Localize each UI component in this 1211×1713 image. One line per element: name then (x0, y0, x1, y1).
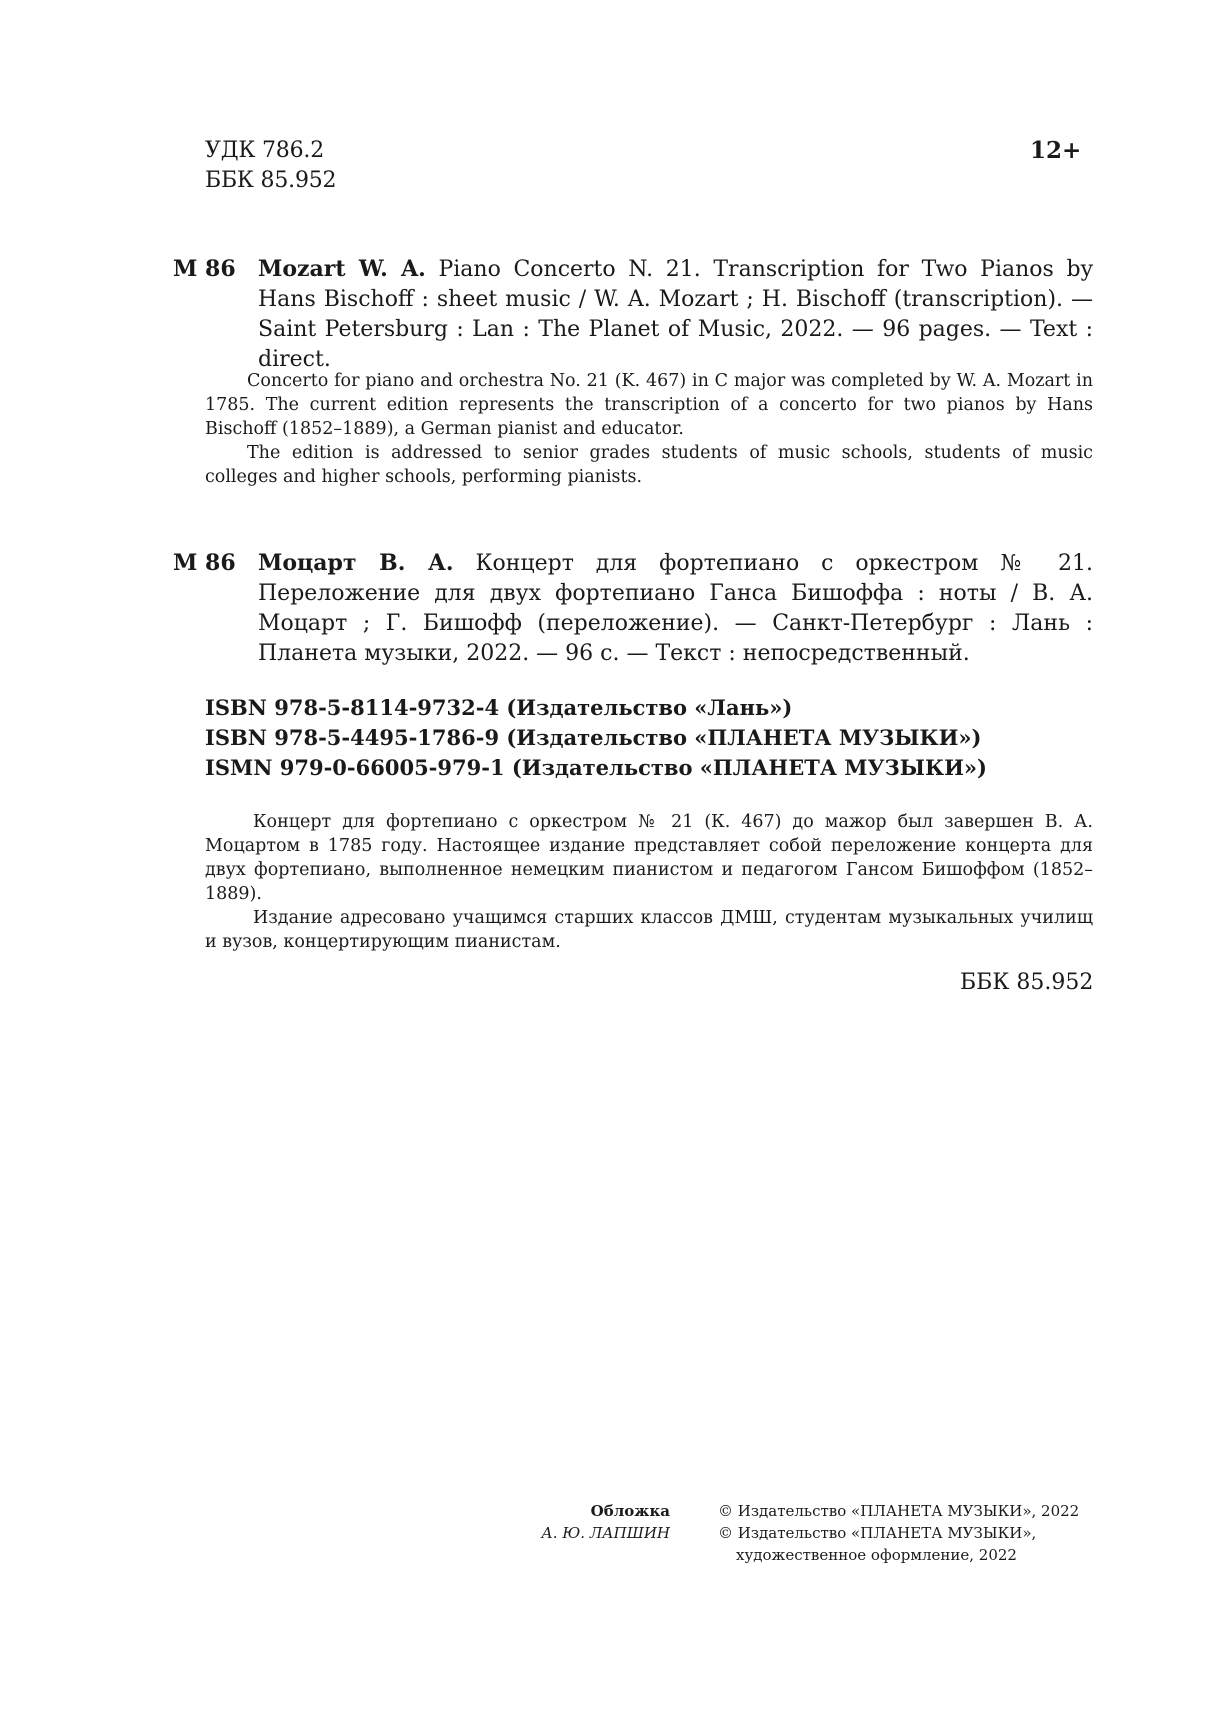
annotation-paragraph: Концерт для фортепиано с оркестром № 21 (К. 467) до мажор был завершен В. А. Моцартом в 1785 году. Настоящее издание представляет собой переложение концерта для двух фортепиано, выполненное немецким пианистом и педагогом Гансом Бишоффом (1852–1889). (205, 812, 1093, 904)
annotation-russian (205, 810, 1093, 954)
author-name: Mozart W. A. (258, 256, 426, 282)
author-mark: М 86 (173, 550, 236, 576)
author-name: Моцарт В. А. (258, 550, 454, 576)
bbk-code: ББК 85.952 (205, 168, 337, 193)
annotation-paragraph: Издание адресовано учащимся старших классов ДМШ, студентам музыкальных училищ и вузов, концертирующим пианистам. (205, 908, 1093, 952)
catalog-entry-english (173, 254, 1093, 375)
entry-description: Piano Concerto N. 21. Transcription for Two Pianos by Hans Bischoff : sheet music / W. A. Mozart ; H. Bischoff (transcription). — Saint Petersburg : Lan : The Planet of Music, 2022. — 96 pages. — Text : direct. (258, 257, 1093, 372)
age-rating: 12+ (1030, 137, 1082, 164)
copyright-block (718, 1500, 1118, 1566)
bbk-code-bottom: ББК 85.952 (960, 970, 1094, 995)
copyright-line: © Издательство «ПЛАНЕТА МУЗЫКИ», 2022 (718, 1502, 1080, 1520)
cover-credit (515, 1500, 670, 1544)
isbn-block (205, 693, 987, 783)
annotation-paragraph: The edition is addressed to senior grades students of music schools, students of music colleges and higher schools, performing pianists. (205, 443, 1093, 487)
catalog-entry-russian (173, 548, 1093, 669)
isbn-line: ISBN 978-5-8114-9732-4 (Издательство «Лань») (205, 695, 793, 720)
isbn-line: ISBN 978-5-4495-1786-9 (Издательство «ПЛАНЕТА МУЗЫКИ») (205, 725, 982, 750)
udk-code: УДК 786.2 (205, 138, 324, 163)
catalog-entry-text (258, 548, 1093, 669)
catalog-entry-text (258, 254, 1093, 375)
classification-codes (205, 136, 336, 196)
copyright-line-continued: художественное оформление, 2022 (736, 1546, 1017, 1564)
ismn-line: ISMN 979-0-66005-979-1 (Издательство «ПЛАНЕТА МУЗЫКИ») (205, 755, 987, 780)
cover-designer: А. Ю. ЛАПШИН (541, 1524, 670, 1542)
annotation-english (205, 369, 1093, 489)
copyright-line: © Издательство «ПЛАНЕТА МУЗЫКИ», (718, 1524, 1037, 1542)
cover-label: Обложка (590, 1502, 670, 1520)
author-mark: M 86 (173, 256, 236, 282)
entry-description: Концерт для фортепиано с оркестром № 21. Переложение для двух фортепиано Ганса Бишоффа : ноты / В. А. Моцарт ; Г. Бишофф (переложение). — Санкт-Петербург : Лань : Планета музыки, 2022. — 96 с. — Текст : непосредственный. (258, 551, 1093, 666)
annotation-paragraph: Concerto for piano and orchestra No. 21 (K. 467) in C major was completed by W. A. Mozart in 1785. The current edition represents the transcription of a concerto for two pianos by Hans Bischoff (1852–1889), a German pianist and educator. (205, 371, 1093, 439)
